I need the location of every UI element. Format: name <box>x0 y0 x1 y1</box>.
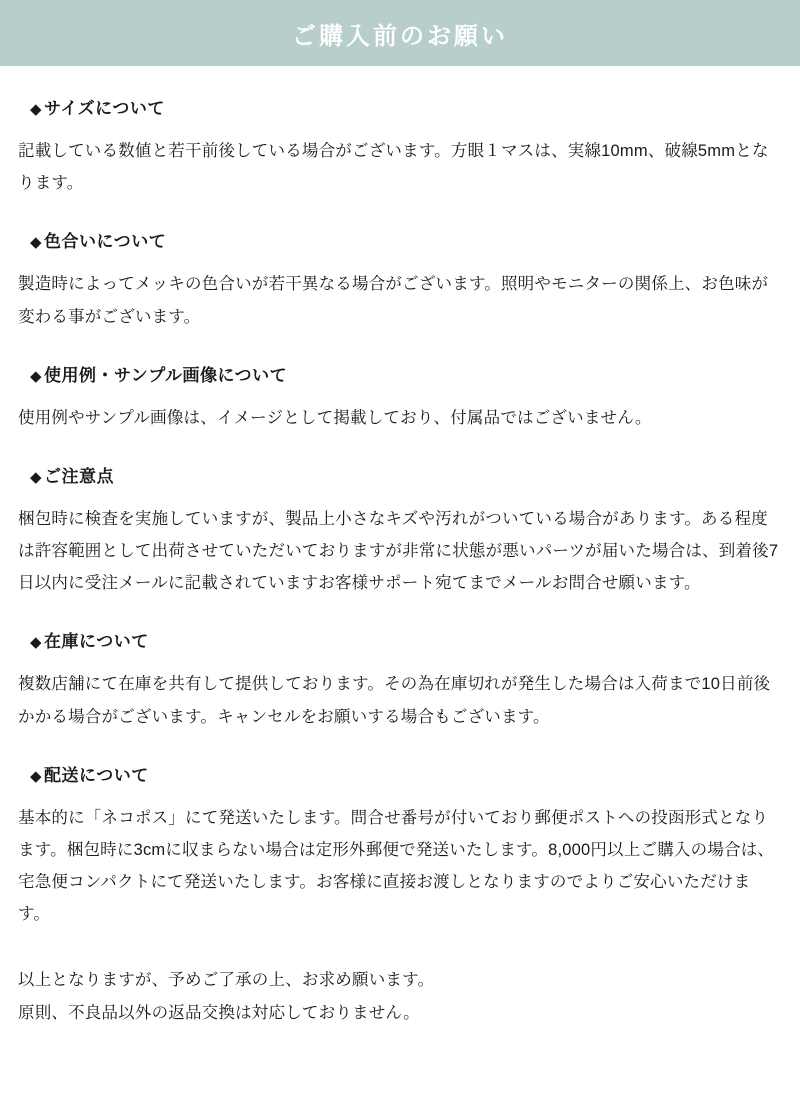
diamond-bullet-icon: ◆ <box>30 767 43 785</box>
section-body: 記載している数値と若干前後している場合がございます。方眼１マスは、実線10mm、破線5mmとなります。 <box>18 142 769 193</box>
page-header <box>0 0 800 66</box>
section-shipping <box>18 761 782 931</box>
diamond-bullet-icon: ◆ <box>30 367 43 385</box>
content-area <box>0 94 800 1053</box>
section-body: 梱包時に検査を実施していますが、製品上小さなキズや汚れがついている場合があります。ある程度は許容範囲として出荷させていただいておりますが非常に状態が悪いパーツが届いた場合は、到着後7日以内に受注メールに記載されていますお客様サポート宛てまでメールお問合せ願います。 <box>18 509 779 593</box>
section-heading-label: 在庫について <box>44 632 149 652</box>
bottom-spacer <box>18 1029 782 1053</box>
diamond-bullet-icon: ◆ <box>30 634 43 652</box>
section-heading-label: サイズについて <box>44 99 165 118</box>
section-heading-label: 色合いについて <box>44 232 167 252</box>
section-heading <box>30 462 782 487</box>
section-heading <box>30 94 782 119</box>
section-color <box>18 227 782 332</box>
section-body: 基本的に「ネコポス」にて発送いたします。問合せ番号が付いており郵便ポストへの投函形式となります。梱包時に3cmに収まらない場合は定形外郵便で発送いたします。8,000円以上ご購入の場合は、宅急便コンパクトにて発送いたします。お客様に直接お渡しとなりますのでよりご安心いただけます。 <box>18 808 775 924</box>
diamond-bullet-icon: ◆ <box>30 234 43 252</box>
closing-note <box>18 964 782 1028</box>
diamond-bullet-icon: ◆ <box>30 101 43 118</box>
closing-line: 以上となりますが、予めご了承の上、お求め願います。 <box>18 971 435 990</box>
section-heading-label: 配送について <box>44 765 149 785</box>
section-size <box>18 94 782 199</box>
diamond-bullet-icon: ◆ <box>30 468 43 486</box>
section-body: 製造時によってメッキの色合いが若干異なる場合がございます。照明やモニターの関係上、お色味が変わる事がございます。 <box>18 275 769 326</box>
section-heading-label: ご注意点 <box>44 466 115 486</box>
section-heading-label: 使用例・サンプル画像について <box>44 365 288 385</box>
section-body: 複数店舗にて在庫を共有して提供しております。その為在庫切れが発生した場合は入荷まで10日前後かかる場合がございます。キャンセルをお願いする場合もございます。 <box>18 675 771 726</box>
section-heading <box>30 761 782 786</box>
section-heading <box>30 627 782 652</box>
page-title: ご購入前のお願い <box>292 22 508 50</box>
section-sample-images <box>18 361 782 434</box>
section-body: 使用例やサンプル画像は、イメージとして掲載しており、付属品ではございません。 <box>18 408 652 427</box>
section-heading <box>30 227 782 252</box>
closing-line: 原則、不良品以外の返品交換は対応しておりません。 <box>18 1003 420 1022</box>
section-heading <box>30 361 782 386</box>
section-stock <box>18 627 782 732</box>
section-cautions <box>18 462 782 600</box>
